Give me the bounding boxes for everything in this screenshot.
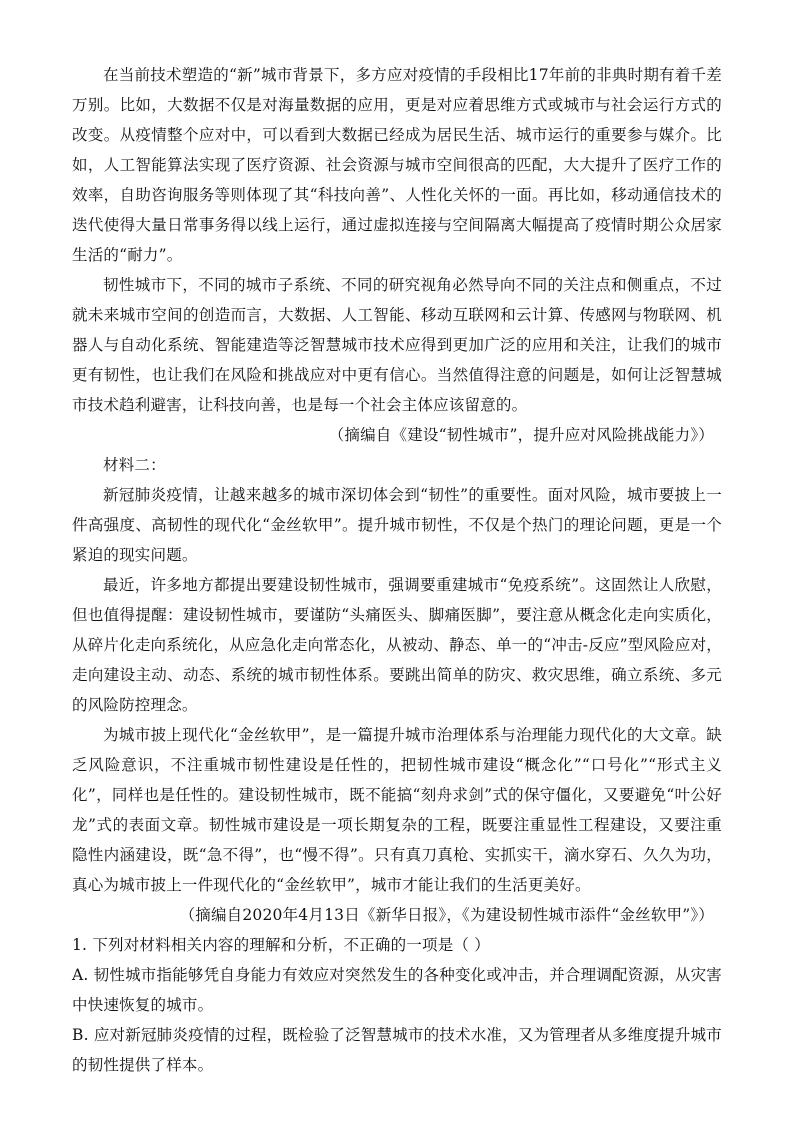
passage1-paragraph: 在当前技术塑造的“新”城市背景下，多方应对疫情的手段相比17年前的非典时期有着千差万别。比如，大数据不仅是对海量数据的应用，更是对应着思维方式或城市与社会运行方式的改变。从疫情整个应对中，可以看到大数据已经成为居民生活、城市运行的重要参与媒介。比如，人工智能算法实现了医疗资源、社会资源与城市空间很高的匹配，大大提升了医疗工作的效率，自助咨询服务等则体现了其“科技向善”、人性化关怀的一面。再比如，移动通信技术的迭代使得大量日常事务得以线上运行，通过虚拟连接与空间隔离大幅提高了疫情时期公众居家生活的“耐力”。 bbox=[72, 66, 722, 264]
passage2-label: 材料二： bbox=[103, 456, 166, 474]
question-stem: 1. 下列对材料相关内容的理解和分析，不正确的一项是（ ） bbox=[72, 936, 490, 954]
passage2-paragraph: 为城市披上现代化“金丝软甲”，是一篇提升城市治理体系与治理能力现代化的大文章。缺乏风险意识，不注重城市韧性建设是任性的，把韧性城市建设“概念化”“口号化”“形式主义化”，同样也是任性的。建设韧性城市，既不能搞“刻舟求剑”式的保守僵化，又要避免“叶公好龙”式的表面文章。韧性城市建设是一项长期复杂的工程，既要注重显性工程建设，又要注重隐性内涵建设，既“急不得”，也“慢不得”。只有真刀真枪、实抓实干，滴水穿石、久久为功，真心为城市披上一件现代化的“金丝软甲”，城市才能让我们的生活更美好。 bbox=[72, 726, 722, 894]
passage2-paragraph: 最近，许多地方都提出要建设韧性城市，强调要重建城市“免疫系统”。这固然让人欣慰，但也值得提醒：建设韧性城市，要谨防“头痛医头、脚痛医脚”，要注意从概念化走向实质化，从碎片化走向系统化，从应急化走向常态化，从被动、静态、单一的“冲击-反应”型风险应对，走向建设主动、动态、系统的城市韧性体系。要跳出简单的防灾、救灾思维，确立系统、多元的风险防控理念。 bbox=[72, 576, 722, 714]
passage1-source: （摘编自《建设“韧性城市”，提升应对风险挑战能力》） bbox=[328, 426, 714, 444]
option-a: A. 韧性城市指能够凭自身能力有效应对突然发生的各种变化或冲击，并合理调配资源，从灾害中快速恢复的城市。 bbox=[72, 966, 722, 1014]
passage1-paragraph: 韧性城市下，不同的城市子系统、不同的研究视角必然导向不同的关注点和侧重点，不过就未来城市空间的创造而言，大数据、人工智能、移动互联网和云计算、传感网与物联网、机器人与自动化系统、智能建造等泛智慧城市技术应得到更加广泛的应用和关注，让我们的城市更有韧性，也让我们在风险和挑战应对中更有信心。当然值得注意的问题是，如何让泛智慧城市技术趋利避害，让科技向善，也是每一个社会主体应该留意的。 bbox=[72, 276, 722, 414]
passage2-source: （摘编自2020年4月13日《新华日报》，《为建设韧性城市添件“金丝软甲”》） bbox=[179, 906, 714, 924]
passage2-paragraph: 新冠肺炎疫情，让越来越多的城市深切体会到“韧性”的重要性。面对风险，城市要披上一件高强度、高韧性的现代化“金丝软甲”。提升城市韧性，不仅是个热门的理论问题，更是一个紧迫的现实问题。 bbox=[72, 486, 722, 564]
document-page bbox=[72, 60, 722, 1080]
option-b: B. 应对新冠肺炎疫情的过程，既检验了泛智慧城市的技术水准，又为管理者从多维度提升城市的韧性提供了样本。 bbox=[72, 1026, 722, 1074]
